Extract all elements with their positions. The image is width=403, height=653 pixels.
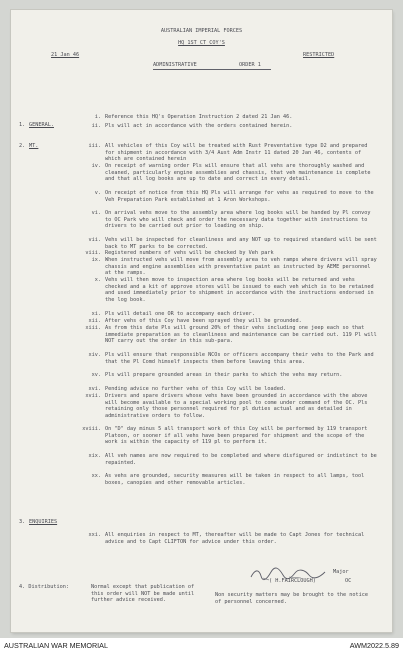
para-number: xxi.: [88, 532, 101, 538]
para-number: xiv.: [88, 352, 101, 358]
para-text: Registered numbers of vehs will be checked by Veh park: [105, 250, 274, 256]
para-number: xii.: [88, 318, 101, 324]
para-text: Pls will prepare grounded areas in their parks to which the vehs may return.: [105, 372, 343, 378]
para-text: All enquiries in respect to MT, thereafter will be made to Capt Jones for technical advice and to Capt CLIFTON for advice under this order.: [105, 532, 365, 545]
record-id: AWM2022.5.89: [349, 641, 399, 650]
security-classification: RESTRICTED: [303, 52, 335, 58]
para-text: Drivers and spare drivers whose vehs have been grounded in accordance with the above will become available to a special working pool to come under command of the OC. Pls retaining only those personnel required for pl duties actual and as detailed in administrative orders to follow.: [105, 393, 368, 419]
para-number: xx.: [91, 473, 101, 479]
signatory-title: OC: [345, 578, 352, 584]
para-number: v.: [94, 190, 101, 196]
archive-footer: [0, 638, 403, 653]
para-number: iv.: [91, 163, 101, 169]
para-text: On receipt of warning order Pls will ensure that all vehs are thoroughly washed and cleaned, particularly engine assemblies and chassis, that veh maintenance is complete and that all log books are up to date and correct in every detail.: [105, 163, 371, 183]
para-number: i.: [94, 114, 101, 120]
section-heading: ENQUIRIES: [29, 519, 58, 525]
para-number: ii.: [91, 123, 101, 129]
para-text: After vehs of this Coy have been sprayed they will be grounded.: [105, 318, 302, 324]
para-text: When instructed vehs will move from assembly area to veh ramps where drivers will spray chassis and engine assemblies with preventative paint as instructed by AEME personnel at the ramps.: [105, 257, 377, 277]
distribution-label: 4. Distribution:: [19, 584, 69, 590]
document-page: [11, 10, 392, 632]
para-text: Vehs will then move to inspection area where log books will be returned and vehs checked and a kit of approve stores will be issued to each veh which is to be retained and used immediately prior to shipment in accordance with the instructions endorsed in the log book.: [105, 277, 374, 303]
para-number: xviii.: [82, 426, 101, 432]
para-number: xiii.: [85, 325, 101, 331]
signatory-rank: Major: [333, 569, 349, 575]
para-number: xix.: [88, 453, 101, 459]
para-number: xvii.: [85, 393, 101, 399]
document-title: AUSTRALIAN IMPERIAL FORCES: [160, 28, 243, 34]
signatory-name: ( H.FAIRCLOUGH): [269, 578, 316, 584]
para-number: iii.: [88, 143, 101, 149]
para-text: On arrival vehs move to the assembly area where log books will be handed by Pl convoy to OC Park who will check and order the necessary data together with instructions to drivers to be carried out prior to loading on ship.: [105, 210, 371, 230]
distribution-note: Non security matters may be brought to the notice of personnel concerned.: [215, 592, 369, 605]
para-text: All veh names are now required to be completed and where disfigured or indistinct to be repainted.: [105, 453, 377, 466]
para-number: xv.: [91, 372, 101, 378]
para-text: Pls will ensure that responsible NCOs or officers accompany their vehs to the Park and that the Pl Comd himself inspects them before leaving this area.: [105, 352, 374, 365]
para-number: viii.: [85, 250, 101, 256]
para-number: xvi.: [88, 386, 101, 392]
section-heading: GENERAL.: [29, 122, 54, 128]
para-number: xi.: [91, 311, 101, 317]
archive-source: AUSTRALIAN WAR MEMORIAL: [4, 641, 108, 650]
para-text: Pending advice no further vehs of this Coy will be loaded.: [105, 386, 287, 392]
para-number: ix.: [91, 257, 101, 263]
para-text: Pls will detail one OR to accompany each driver.: [105, 311, 255, 317]
section-number: 3.: [19, 519, 26, 525]
section-number: 2.: [19, 143, 26, 149]
section-heading: MT.: [29, 143, 39, 149]
para-text: Pls will act in accordance with the orders contained herein.: [105, 123, 293, 129]
para-text: Vehs will be inspected for cleanliness and any NOT up to required standard will be sent back to MT parks to be corrected.: [105, 237, 377, 250]
para-text: Reference this HQ's Operation Instruction 2 dated 21 Jan 46.: [105, 114, 293, 120]
para-text: On "D" day minus 5 all transport work of this Coy will be performed by 119 transport Platoon, or sooner if all vehs have been prepared for shipment and the scope of the work is within the capacity of 119 pl to perform it.: [105, 426, 368, 446]
section-number: 1.: [19, 122, 26, 128]
para-number: x.: [94, 277, 101, 283]
distribution-text: Normal except that publication of this order will NOT be made until further advice received.: [91, 584, 195, 604]
para-text: All vehicles of this Coy will be treated with Rust Preventative type D2 and prepared for shipment in accordance with 3/4 Aust Adm Instr 11 dated 20 Jan 46, contents of which are contained herein: [105, 143, 368, 163]
para-number: vi.: [91, 210, 101, 216]
para-text: As from this date Pls will ground 20% of their vehs including one jeep each so that immediate preparation as to cleanliness and maintenance can be carried out. 119 Pl will NOT carry out the order in this sub-para.: [105, 325, 377, 345]
header-rule: [153, 69, 271, 70]
order-name: ADMINISTRATIVE: [153, 62, 197, 68]
document-date: 21 Jan 46: [51, 52, 80, 58]
para-text: On receipt of notice from this HQ Pls will arrange for vehs as required to move to the Veh Preparation Park established at 1 Aron Workshops.: [105, 190, 374, 203]
order-number: ORDER 1: [239, 62, 261, 68]
unit-name: HQ 1ST CT COY'S: [178, 40, 225, 46]
para-number: vii.: [88, 237, 101, 243]
para-text: As vehs are grounded, security measures will be taken in respect to all lamps, tool boxes, canopies and other removable articles.: [105, 473, 365, 486]
